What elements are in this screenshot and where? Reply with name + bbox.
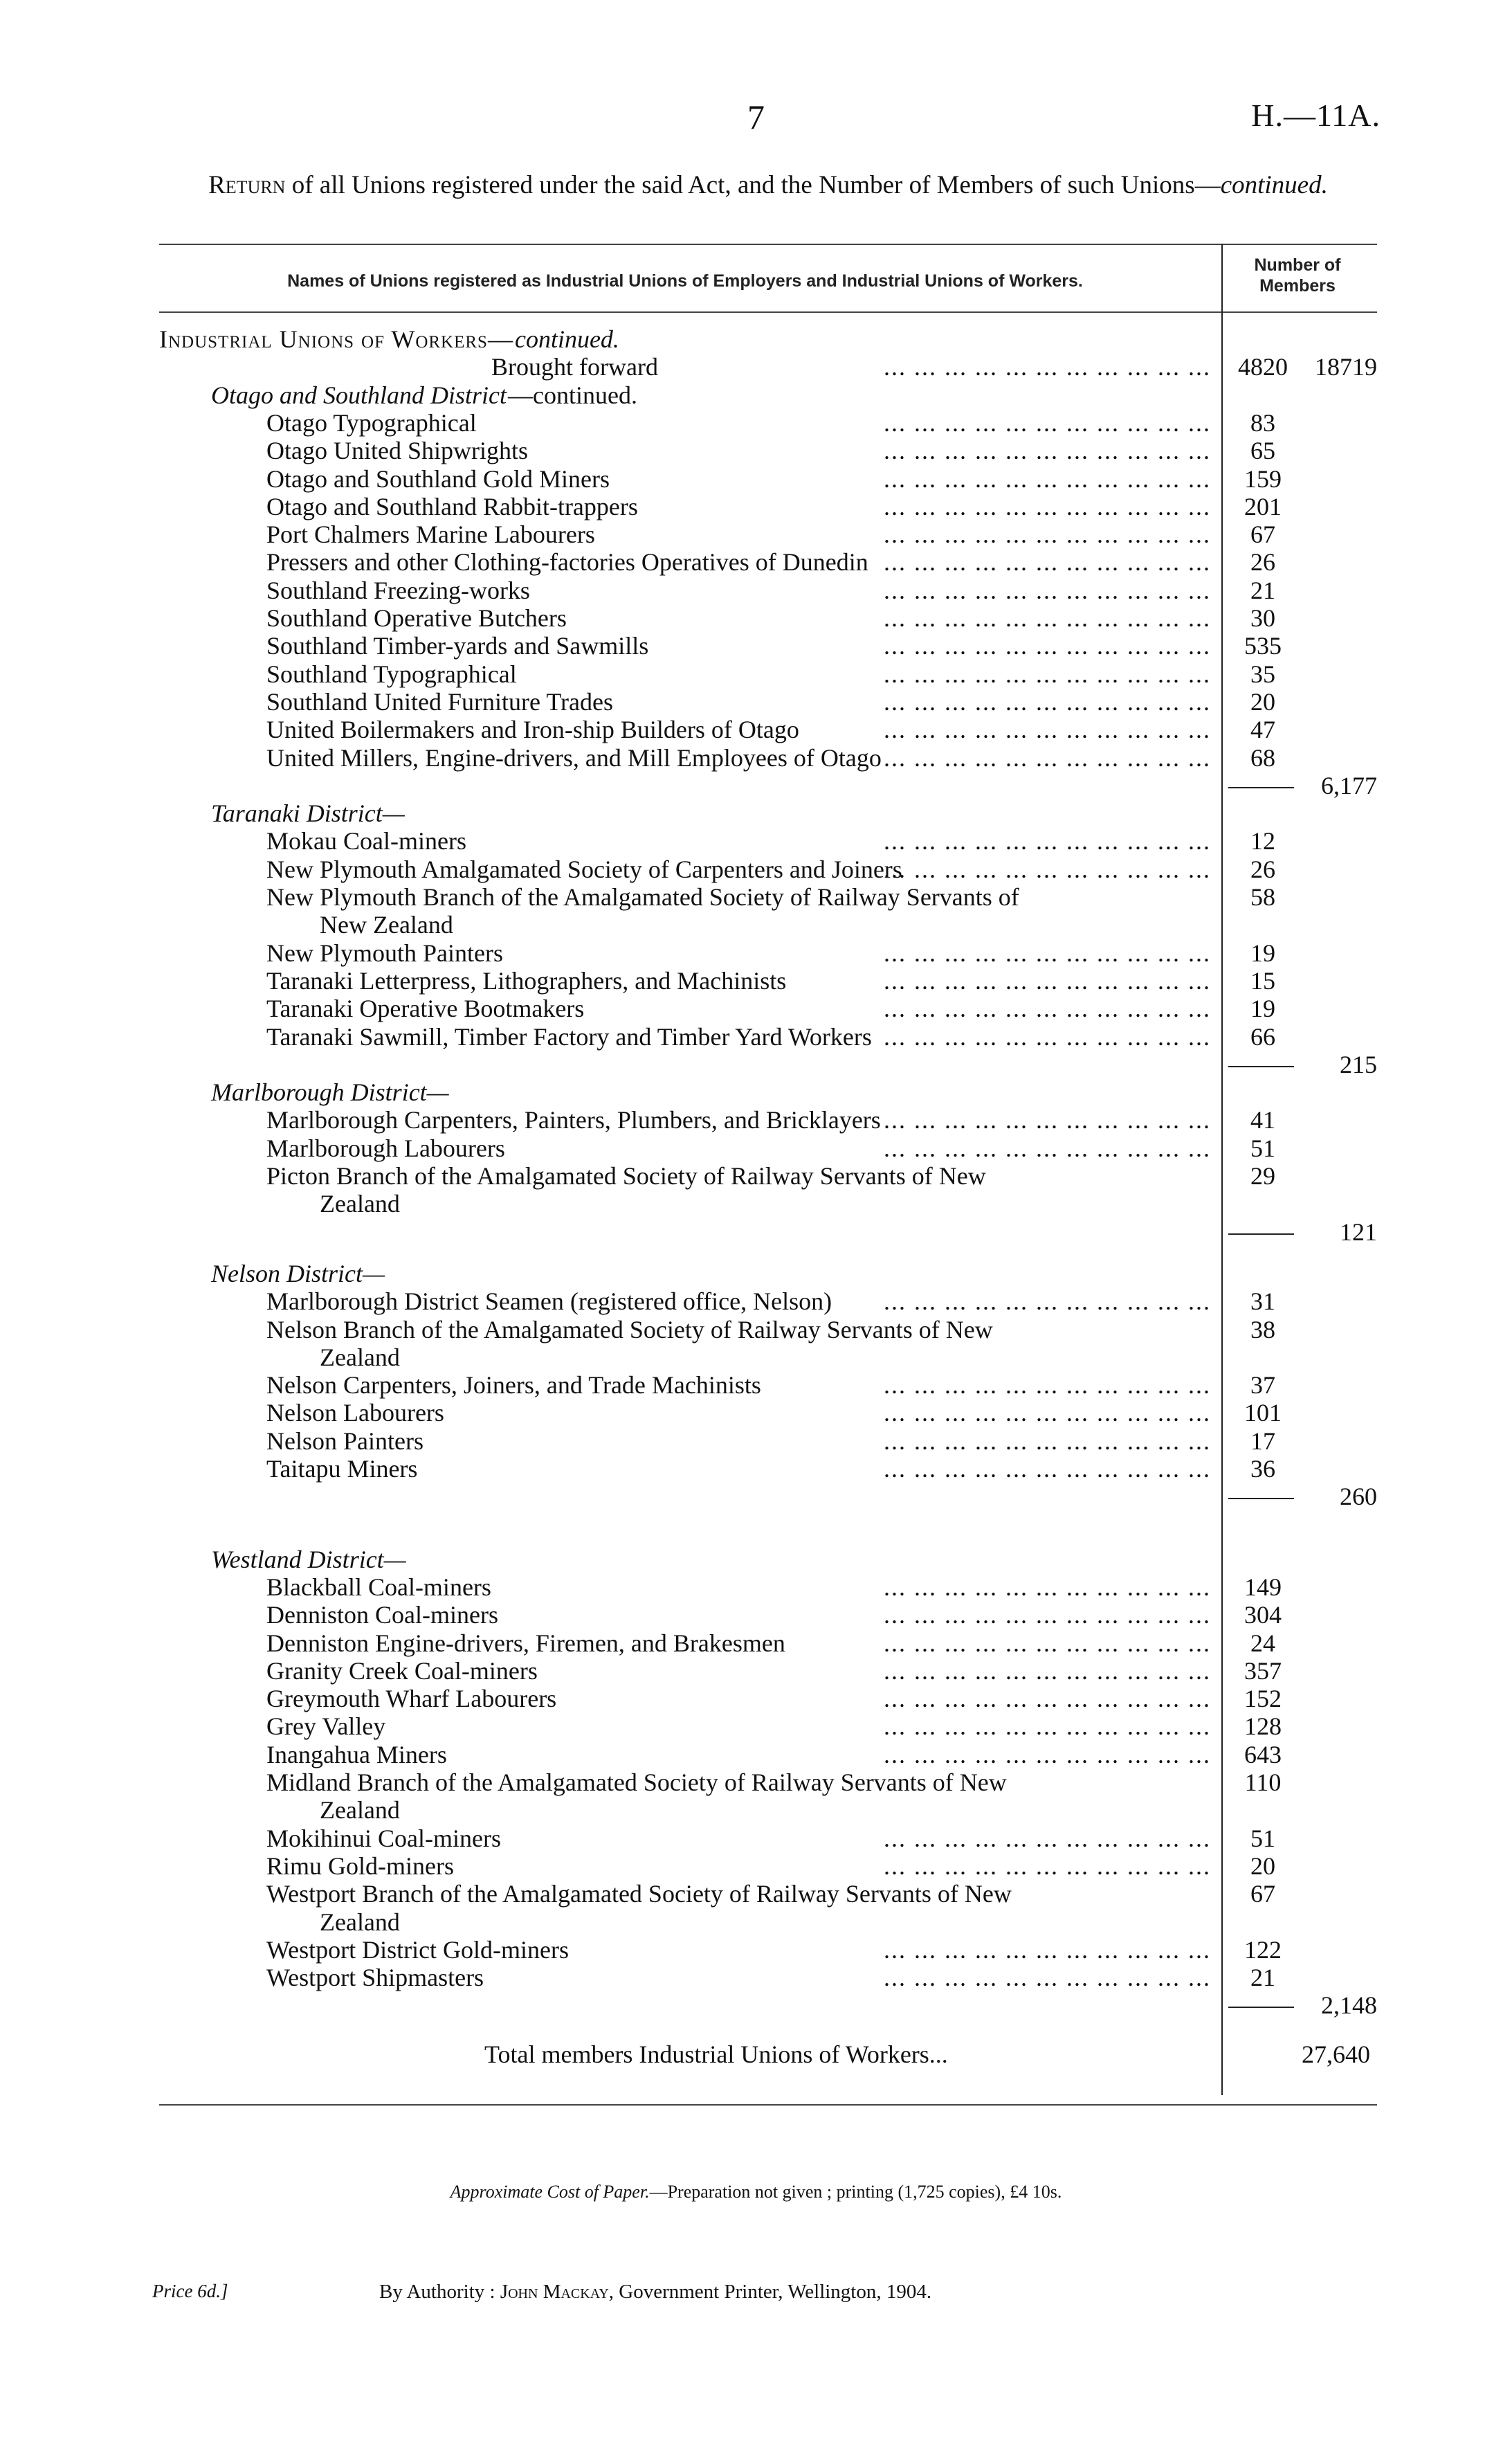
subtotal-row-westland [0, 1991, 1512, 2019]
union-name-continued: Zealand [320, 1908, 400, 1936]
page-title [159, 170, 1377, 201]
union-row [0, 632, 1512, 660]
union-name-continued: New Zealand [320, 911, 453, 939]
member-count: 15 [1250, 966, 1275, 995]
member-count: 36 [1250, 1455, 1275, 1483]
subtotal-rule [1228, 1498, 1294, 1499]
union-name: Marlborough Carpenters, Painters, Plumbers, and Bricklayers [266, 1106, 881, 1134]
title-caps: Return [208, 171, 286, 199]
union-row [0, 409, 1512, 437]
union-row-continued [0, 1796, 1512, 1824]
union-name: Grey Valley [266, 1712, 386, 1741]
table-top-rule [159, 244, 1377, 245]
union-name: Taranaki Operative Bootmakers [266, 995, 585, 1023]
dot-leader: ... ... ... ... ... ... ... ... ... ... ... [884, 995, 1211, 1023]
union-row [0, 1712, 1512, 1740]
dot-leader: ... ... ... ... ... ... ... ... ... ... ... [884, 1740, 1211, 1768]
dot-leader: ... ... ... ... ... ... ... ... ... ... ... [884, 743, 1211, 772]
dot-leader: ... ... ... ... ... ... ... ... ... ... ... [884, 437, 1211, 465]
union-name: Taranaki Sawmill, Timber Factory and Timber Yard Workers [266, 1022, 872, 1051]
union-name: Westport Branch of the Amalgamated Society of Railway Servants of New [266, 1880, 1012, 1908]
member-count: 51 [1250, 1134, 1275, 1162]
section-title-continued: continued. [514, 325, 619, 353]
subtotal-rule [1228, 1066, 1294, 1067]
union-row [0, 1825, 1512, 1852]
subtotal-rule [1228, 2007, 1294, 2008]
brought-forward-row [0, 353, 1512, 381]
cost-note-label: Approximate Cost of Paper. [450, 2182, 650, 2202]
union-row [0, 1106, 1512, 1134]
member-count: 67 [1250, 521, 1275, 549]
dot-leader: ... ... ... ... ... ... ... ... ... ... ... [884, 1656, 1211, 1685]
union-row [0, 688, 1512, 716]
union-row [0, 465, 1512, 493]
member-count: 35 [1250, 660, 1275, 688]
union-name: Southland Operative Butchers [266, 604, 567, 632]
union-row [0, 1741, 1512, 1768]
union-name: Southland United Furniture Trades [266, 687, 613, 716]
dot-leader: ... ... ... ... ... ... ... ... ... ... ... [884, 576, 1211, 604]
union-name: Inangahua Miners [266, 1740, 447, 1768]
member-count: 149 [1244, 1573, 1282, 1601]
union-name: Rimu Gold-miners [266, 1852, 454, 1880]
district-heading-marlborough [0, 1078, 1512, 1106]
union-name: Port Chalmers Marine Labourers [266, 521, 595, 549]
member-count: 68 [1250, 743, 1275, 772]
dot-leader: ... ... ... ... ... ... ... ... ... ... ... [884, 1685, 1211, 1713]
printer-imprint [379, 2281, 931, 2303]
dot-leader: ... ... ... ... ... ... ... ... ... ... ... [884, 1106, 1211, 1134]
member-count: 535 [1244, 632, 1282, 660]
cost-note-text: —Preparation not given ; printing (1,725 copies), £4 10s. [649, 2182, 1062, 2202]
member-count: 65 [1250, 437, 1275, 465]
member-count: 26 [1250, 548, 1275, 577]
union-row [0, 1685, 1512, 1712]
union-row [0, 827, 1512, 855]
district-heading-nelson [0, 1260, 1512, 1287]
dot-leader: ... ... ... ... ... ... ... ... ... ... ... [884, 1371, 1211, 1400]
union-name: Southland Freezing-works [266, 576, 530, 604]
table-header-rule [159, 311, 1377, 313]
member-count: 17 [1250, 1427, 1275, 1455]
member-count: 66 [1250, 1022, 1275, 1051]
union-name: Westport Shipmasters [266, 1964, 484, 1992]
union-name: Picton Branch of the Amalgamated Society of Railway Servants of New [266, 1162, 986, 1190]
union-row [0, 939, 1512, 967]
district-subtotal: 2,148 [1321, 1991, 1377, 2020]
member-count: 67 [1250, 1880, 1275, 1908]
member-count: 41 [1250, 1106, 1275, 1134]
union-row-continued [0, 911, 1512, 939]
district-heading-taranaki [0, 799, 1512, 827]
union-name: Otago United Shipwrights [266, 437, 528, 465]
union-name: New Plymouth Branch of the Amalgamated Society of Railway Servants of [266, 883, 1019, 911]
union-row-continued [0, 1190, 1512, 1218]
union-row [0, 1162, 1512, 1190]
dot-leader: ... ... ... ... ... ... ... ... ... ... ... [884, 1455, 1211, 1483]
union-name: Nelson Branch of the Amalgamated Society of Railway Servants of New [266, 1315, 993, 1343]
union-row [0, 1399, 1512, 1427]
union-row [0, 883, 1512, 911]
union-name: Denniston Coal-miners [266, 1601, 498, 1629]
district-title: Nelson District— [211, 1259, 385, 1287]
union-name: Granity Creek Coal-miners [266, 1656, 538, 1685]
cost-note [0, 2182, 1512, 2202]
dot-leader: ... ... ... ... ... ... ... ... ... ... ... [884, 1935, 1211, 1964]
dot-leader: ... ... ... ... ... ... ... ... ... ... ... [884, 1629, 1211, 1657]
union-name: Midland Branch of the Amalgamated Society of Railway Servants of New [266, 1768, 1007, 1796]
member-count: 643 [1244, 1740, 1282, 1768]
union-row [0, 660, 1512, 688]
union-name: Otago and Southland Rabbit-trappers [266, 492, 638, 521]
dot-leader: ... ... ... ... ... ... ... ... ... ... ... [884, 521, 1211, 549]
union-row [0, 856, 1512, 883]
dot-leader: ... ... ... ... ... ... ... ... ... ... ... [884, 687, 1211, 716]
union-name-continued: Zealand [320, 1190, 400, 1218]
subtotal-row-nelson [0, 1483, 1512, 1510]
member-count: 159 [1244, 464, 1282, 493]
dot-leader: ... ... ... ... ... ... ... ... ... ... ... [884, 1022, 1211, 1051]
total-value: 27,640 [1302, 2040, 1370, 2068]
dot-leader: ... ... ... ... ... ... ... ... ... ... ... [884, 1134, 1211, 1162]
member-count: 19 [1250, 939, 1275, 967]
union-name: Taitapu Miners [266, 1455, 418, 1483]
union-name: United Boilermakers and Iron-ship Builders of Otago [266, 716, 799, 744]
subtotal-rule [1228, 1233, 1294, 1235]
total-label: Total members Industrial Unions of Workers... [484, 2040, 948, 2068]
section-title: Industrial Unions of Workers— [159, 325, 513, 353]
union-name: Marlborough Labourers [266, 1134, 505, 1162]
printer-prefix: By Authority : [379, 2281, 500, 2303]
district-title-continued: —continued. [508, 381, 637, 409]
member-count: 21 [1250, 576, 1275, 604]
union-row [0, 1629, 1512, 1657]
dot-leader: ... ... ... ... ... ... ... ... ... ... ... [884, 353, 1211, 381]
union-row-continued [0, 1908, 1512, 1936]
union-row [0, 1134, 1512, 1162]
dot-leader: ... ... ... ... ... ... ... ... ... ... ... [884, 1964, 1211, 1992]
union-name: Marlborough District Seamen (registered office, Nelson) [266, 1287, 832, 1316]
union-name: Southland Timber-yards and Sawmills [266, 632, 649, 660]
member-count: 357 [1244, 1656, 1282, 1685]
member-count: 47 [1250, 716, 1275, 744]
member-count: 20 [1250, 1852, 1275, 1880]
union-name: Otago Typographical [266, 408, 477, 437]
union-name: Denniston Engine-drivers, Firemen, and Brakesmen [266, 1629, 785, 1657]
member-count: 152 [1244, 1685, 1282, 1713]
dot-leader: ... ... ... ... ... ... ... ... ... ... ... [884, 966, 1211, 995]
column-header-members: Number of Members [1254, 255, 1341, 296]
dot-leader: ... ... ... ... ... ... ... ... ... ... ... [884, 408, 1211, 437]
district-subtotal: 6,177 [1321, 771, 1377, 799]
dot-leader: ... ... ... ... ... ... ... ... ... ... ... [884, 939, 1211, 967]
district-subtotal: 260 [1340, 1483, 1377, 1511]
member-count: 51 [1250, 1824, 1275, 1852]
union-name: Southland Typographical [266, 660, 517, 688]
page-number: 7 [747, 98, 765, 136]
union-name: Greymouth Wharf Labourers [266, 1685, 557, 1713]
union-name: Mokihinui Coal-miners [266, 1824, 501, 1852]
union-row [0, 1287, 1512, 1315]
member-count: 30 [1250, 604, 1275, 632]
union-row [0, 716, 1512, 743]
union-row [0, 1852, 1512, 1880]
district-heading-westland [0, 1546, 1512, 1573]
member-count: 110 [1244, 1768, 1282, 1796]
dot-leader: ... ... ... ... ... ... ... ... ... ... ... [884, 660, 1211, 688]
dot-leader: ... ... ... ... ... ... ... ... ... ... ... [884, 632, 1211, 660]
union-row [0, 1880, 1512, 1908]
dot-leader: ... ... ... ... ... ... ... ... ... ... ... [884, 716, 1211, 744]
printer-suffix: , Government Printer, Wellington, 1904. [608, 2281, 932, 2303]
member-count: 19 [1250, 995, 1275, 1023]
union-row [0, 437, 1512, 464]
union-name: Blackball Coal-miners [266, 1573, 491, 1601]
member-count: 31 [1250, 1287, 1275, 1316]
dot-leader: ... ... ... ... ... ... ... ... ... ... ... [884, 1852, 1211, 1880]
brought-forward-value: 4820 [1238, 353, 1288, 381]
dot-leader: ... ... ... ... ... ... ... ... ... ... ... [884, 827, 1211, 856]
district-subtotal: 215 [1340, 1050, 1377, 1078]
union-row [0, 1316, 1512, 1343]
dot-leader: ... ... ... ... ... ... ... ... ... ... ... [884, 604, 1211, 632]
union-row [0, 1023, 1512, 1051]
member-count: 101 [1244, 1399, 1282, 1427]
district-title: Marlborough District— [211, 1078, 449, 1107]
union-row [0, 521, 1512, 548]
union-row [0, 1371, 1512, 1399]
section-heading [0, 325, 1512, 353]
member-count: 29 [1250, 1162, 1275, 1190]
member-count: 38 [1250, 1315, 1275, 1343]
union-name: New Plymouth Amalgamated Society of Carpenters and Joiners [266, 855, 902, 883]
union-row [0, 995, 1512, 1022]
union-row [0, 1768, 1512, 1796]
district-heading-otago [0, 381, 1512, 409]
member-count: 122 [1244, 1935, 1282, 1964]
union-row [0, 548, 1512, 576]
union-row [0, 1601, 1512, 1629]
union-row [0, 1455, 1512, 1483]
member-count: 83 [1250, 408, 1275, 437]
union-name: Taranaki Letterpress, Lithographers, and Machinists [266, 966, 787, 995]
union-row [0, 1936, 1512, 1964]
union-row [0, 493, 1512, 521]
union-name: Nelson Labourers [266, 1399, 444, 1427]
dot-leader: ... ... ... ... ... ... ... ... ... ... ... [884, 855, 1211, 883]
union-row-continued [0, 1343, 1512, 1371]
table-bottom-rule [159, 2104, 1377, 2106]
printer-name: John Mackay [500, 2281, 609, 2303]
member-count: 12 [1250, 827, 1275, 856]
total-row [0, 2040, 1512, 2068]
dot-leader: ... ... ... ... ... ... ... ... ... ... ... [884, 1287, 1211, 1316]
union-row [0, 744, 1512, 772]
district-subtotal: 121 [1340, 1218, 1377, 1246]
document-code: H.—11A. [1251, 98, 1381, 133]
member-count: 24 [1250, 1629, 1275, 1657]
district-title: Otago and Southland District [211, 381, 507, 409]
dot-leader: ... ... ... ... ... ... ... ... ... ... ... [884, 464, 1211, 493]
title-text: of all Unions registered under the said Act, and the Number of Members of such Unions— [285, 171, 1221, 199]
union-row [0, 1964, 1512, 1991]
district-title: Taranaki District— [211, 799, 405, 828]
dot-leader: ... ... ... ... ... ... ... ... ... ... ... [884, 1824, 1211, 1852]
union-name: Mokau Coal-miners [266, 827, 466, 856]
district-title: Westland District— [211, 1545, 406, 1573]
union-name: Westport District Gold-miners [266, 1935, 570, 1964]
column-header-names: Names of Unions registered as Industrial Unions of Employers and Industrial Unions of Workers. [287, 271, 1083, 291]
union-name: Otago and Southland Gold Miners [266, 464, 610, 493]
union-row [0, 604, 1512, 632]
union-name: Nelson Painters [266, 1427, 423, 1455]
member-count: 26 [1250, 855, 1275, 883]
union-name: Pressers and other Clothing-factories Operatives of Dunedin [266, 548, 868, 577]
union-name-continued: Zealand [320, 1796, 400, 1825]
union-row [0, 1573, 1512, 1601]
dot-leader: ... ... ... ... ... ... ... ... ... ... ... [884, 1427, 1211, 1455]
union-name: United Millers, Engine-drivers, and Mill Employees of Otago [266, 743, 882, 772]
subtotal-row-taranaki [0, 1051, 1512, 1078]
member-count: 20 [1250, 687, 1275, 716]
dot-leader: ... ... ... ... ... ... ... ... ... ... ... [884, 1601, 1211, 1629]
dot-leader: ... ... ... ... ... ... ... ... ... ... ... [884, 548, 1211, 577]
subtotal-rule [1228, 787, 1294, 788]
member-count: 58 [1250, 883, 1275, 911]
dot-leader: ... ... ... ... ... ... ... ... ... ... ... [884, 1712, 1211, 1741]
brought-forward-total: 18719 [1315, 353, 1377, 381]
member-count: 37 [1250, 1371, 1275, 1400]
brought-forward-label: Brought forward [491, 353, 658, 381]
union-row [0, 1657, 1512, 1685]
member-count: 21 [1250, 1964, 1275, 1992]
title-italic: continued. [1220, 171, 1328, 199]
union-row [0, 1427, 1512, 1455]
member-count: 128 [1244, 1712, 1282, 1741]
dot-leader: ... ... ... ... ... ... ... ... ... ... ... [884, 1399, 1211, 1427]
union-name-continued: Zealand [320, 1343, 400, 1371]
subtotal-row-otago [0, 772, 1512, 799]
subtotal-row-marlborough [0, 1218, 1512, 1246]
union-row [0, 967, 1512, 995]
union-name: New Plymouth Painters [266, 939, 503, 967]
member-count: 304 [1244, 1601, 1282, 1629]
price-label: Price 6d.] [152, 2281, 228, 2301]
member-count: 201 [1244, 492, 1282, 521]
dot-leader: ... ... ... ... ... ... ... ... ... ... ... [884, 492, 1211, 521]
union-name: Nelson Carpenters, Joiners, and Trade Machinists [266, 1371, 761, 1400]
union-row [0, 577, 1512, 604]
dot-leader: ... ... ... ... ... ... ... ... ... ... ... [884, 1573, 1211, 1601]
